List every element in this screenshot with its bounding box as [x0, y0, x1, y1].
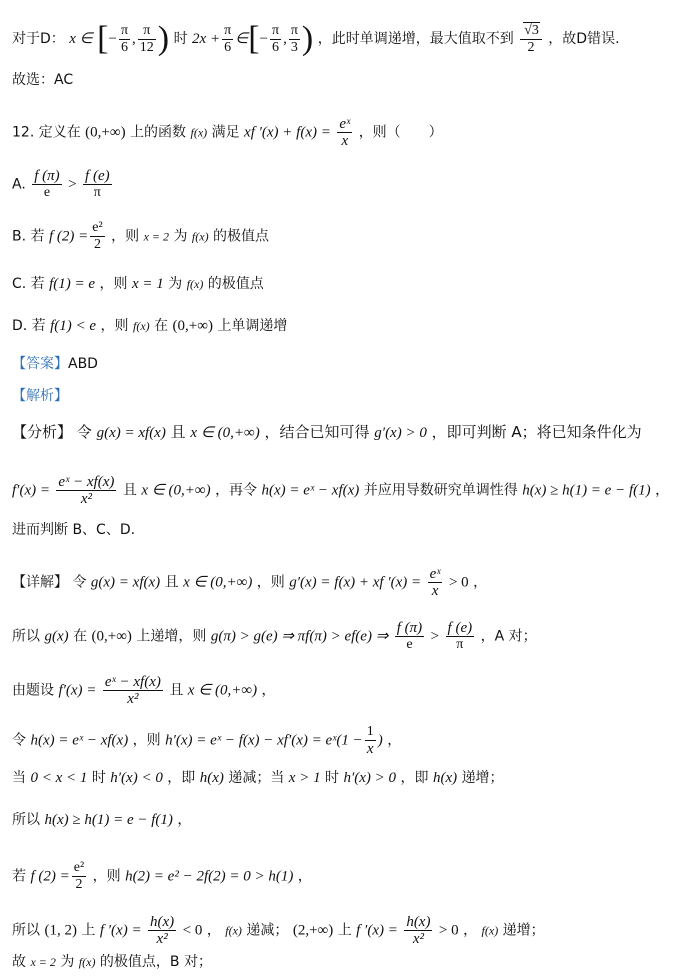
- jiexi-tag: 【解析】: [12, 388, 68, 404]
- analysis-line-1: 【分析】 令 g(x) = xf(x) 且 x ∈ (0,+∞) ，结合已知可得 g′(x) > 0 ，即可判断 A；将已知条件化为: [12, 423, 642, 441]
- detail-line-3: 由题设 f′(x) = $\frac{\text{eˣ − xf(x)}}{\text{x²}}$ 且 x ∈ (0,+∞) ，: [12, 674, 276, 707]
- answer-line: [12, 354, 98, 374]
- detail-line-5: 当 0 < x < 1 时 h′(x) < 0 ，即 h(x) 递减；当 x > 1 时 h′(x) > 0 ，即 h(x) 递增；: [12, 770, 504, 786]
- detail-line-4: 令 h(x) = eˣ − xf(x) ，则 h′(x) = eˣ − f(x) − xf′(x) = eˣ(1 − $\frac{1}{x}$ ) ，: [12, 724, 402, 757]
- detail-line-6: 所以 h(x) ≥ h(1) = e − f(1) ，: [12, 812, 192, 828]
- detail-line-9: 故 x = 2 为 f(x) 的极值点，B 对；: [12, 954, 212, 970]
- detail-line-2: 所以 g(x) 在 (0,+∞) 上递增，则 g(π) > g(e) ⇒ πf(π) > ef(e) ⇒ $\frac{f (\pi)}{e}$ > $\frac{f (e)}{\pi}$ ，A 对；: [12, 620, 537, 652]
- bracket-open: [: [97, 20, 109, 57]
- frac-pi-6: $\frac{\pi}{6}$: [120, 22, 129, 55]
- math-x-in: x ∈: [69, 31, 93, 47]
- analysis-line-2: f′(x) = $\frac{\text{eˣ − xf(x)}}{\text{x²}}$ 且 x ∈ (0,+∞) ，再令 h(x) = eˣ − xf(x) 并应用导数研究单调性得 h(x) ≥ h(1) = e − f(1) ，: [12, 474, 670, 507]
- analysis-line-3: 进而判断 B、C、D.: [12, 522, 136, 538]
- answer-value: ABD: [68, 356, 98, 372]
- option-a: A. $\frac{f (\pi)}{e}$ > $\frac{f (e)}{\pi}$: [12, 168, 110, 200]
- frac-sqrt3-2: $\frac{√3}{2}$: [520, 22, 542, 56]
- line-d-check: 对于D： x ∈ [− $\frac{\pi}{6}$ , $\frac{\pi}{12}$ ) 时 2x + $\frac{\pi}{6}$ ∈[− $\frac{\pi}{6}$ , $\frac{\pi}{3}$ ) ，此时单调递增，最大值取不到 $\frac{√3}{2}$ ，故D错误.: [12, 20, 620, 57]
- detail-line-7: 若 f (2) = $\frac{\text{e²}}{2}$ ，则 h(2) = e² − 2f(2) = 0 > h(1) ，: [12, 860, 312, 892]
- line-choice-ac: 故选：AC: [12, 72, 74, 88]
- frac-pi-12: $\frac{\pi}{12}$: [139, 22, 154, 55]
- question-12: 12. 定义在 (0,+∞) 上的函数 f(x) 满足 xf ′(x) + f(x) = $\frac{\text{eˣ}}{x}$ ，则（ ）: [12, 116, 443, 149]
- option-b: B. 若 f (2) = $\frac{\text{e²}}{2}$ ，则 x = 2 为 f(x) 的极值点: [12, 220, 270, 252]
- option-c: C. 若 f(1) = e ，则 x = 1 为 f(x) 的极值点: [12, 276, 264, 292]
- detail-line-8: 所以 (1, 2) 上 f ′(x) = $\frac{h(x)}{\text{x²}}$ < 0 ， f(x) 递减； (2,+∞) 上 f ′(x) = $\frac{h(x)}{\text{x²}}$ > 0 ， f(x) 递增；: [12, 914, 545, 947]
- detail-line-1: 【详解】 令 g(x) = xf(x) 且 x ∈ (0,+∞) ，则 g′(x) = f(x) + xf ′(x) = $\frac{\text{eˣ}}{x}$ > 0 ，: [12, 566, 488, 599]
- option-d: D. 若 f(1) < e ，则 f(x) 在 (0,+∞) 上单调递增: [12, 318, 288, 334]
- answer-tag: 【答案】: [12, 356, 68, 372]
